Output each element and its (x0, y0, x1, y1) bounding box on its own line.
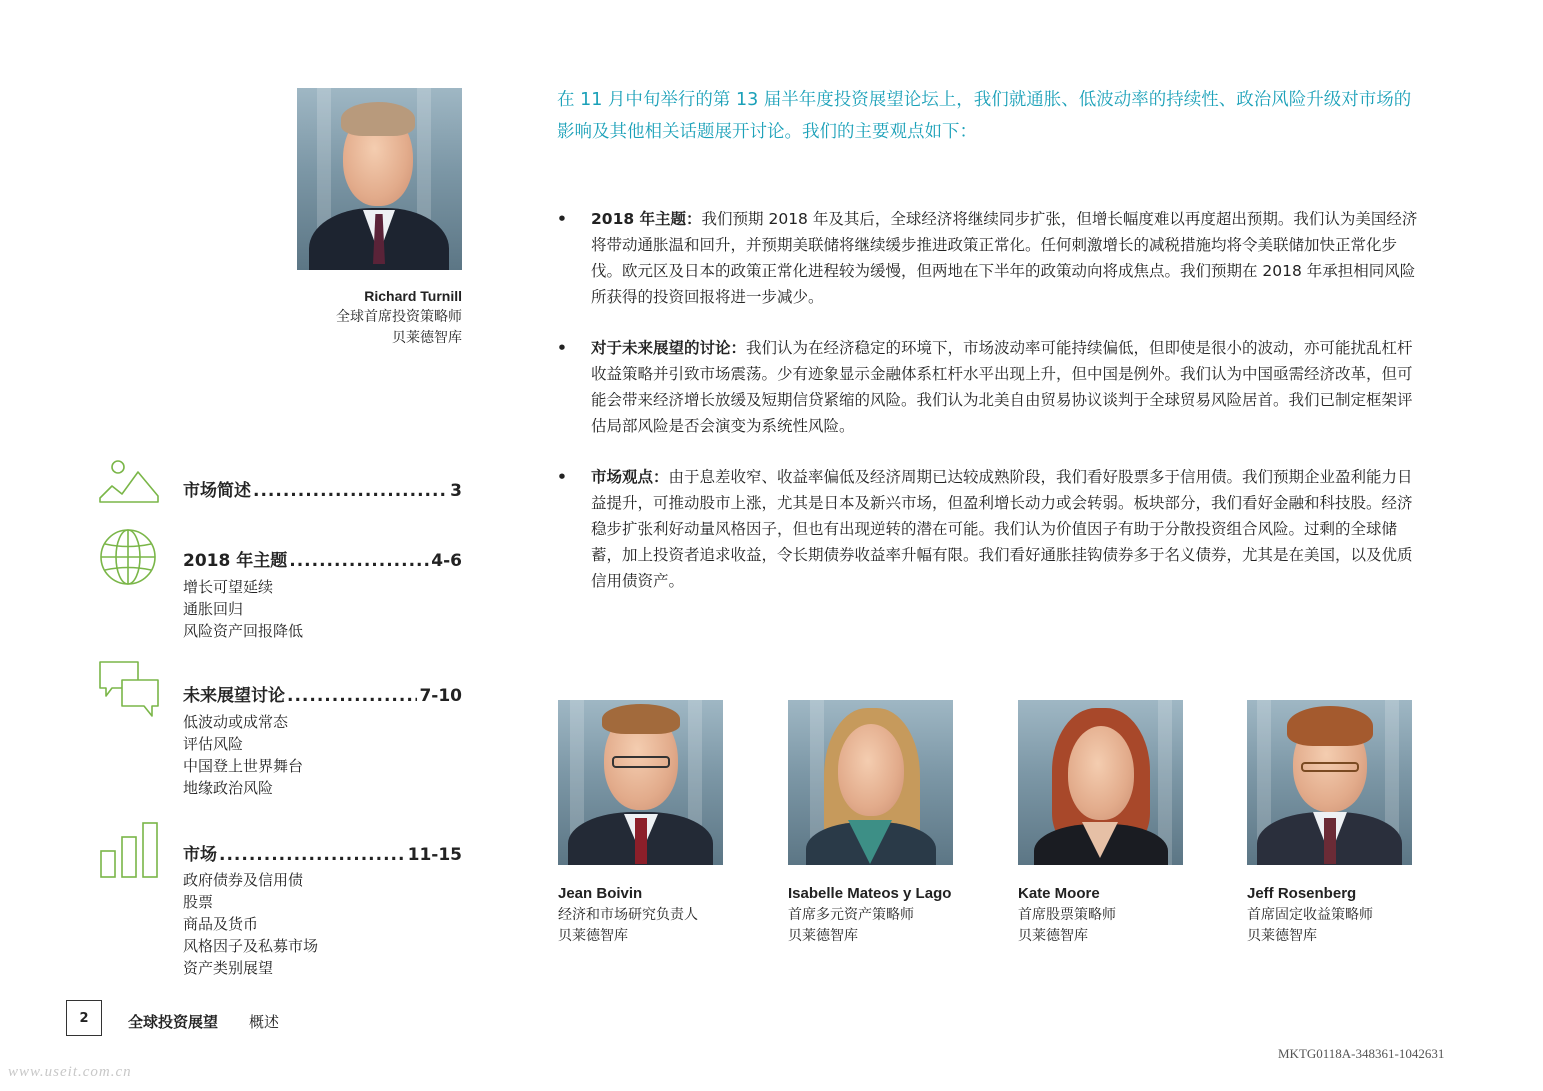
page-number: 2 (66, 1000, 102, 1036)
toc-title: 2018 年主题 (183, 551, 288, 571)
bullet-marker: • (557, 468, 567, 486)
key-points (557, 206, 1419, 619)
bullet-market-views (557, 464, 1419, 594)
toc-page: 3 (450, 481, 462, 501)
author-name: Richard Turnill (364, 288, 462, 304)
toc-page: 4-6 (431, 551, 462, 571)
toc-title: 市场 (183, 845, 217, 865)
toc-subitem[interactable]: 地缘政治风险 (183, 779, 274, 797)
toc-subitem[interactable]: 评估风险 (183, 735, 244, 753)
toc-subitem[interactable]: 资产类别展望 (183, 959, 274, 977)
toc-leader (287, 686, 417, 706)
toc-subitem[interactable]: 低波动或成常态 (183, 713, 289, 731)
bullet-text: 我们认为在经济稳定的环境下，市场波动率可能持续偏低，但即使是很小的波动，亦可能扰乱杠杆收益策略并引致市场震荡。少有迹象显示金融体系杠杆水平出现上升，但中国是例外。我们认为中国亟需经济改革，但可能会带来经济增长放缓及短期信贷紧缩的风险。我们认为北美自由贸易协议谈判于全球贸易风险居首。我们已制定框架评估局部风险是否会演变为系统性风险。 (591, 339, 1413, 435)
bullet-text: 我们预期 2018 年及其后，全球经济将继续同步扩张，但增长幅度难以再度超出预期。我们认为美国经济将带动通胀温和回升，并预期美联储将继续缓步推进政策正常化。任何刺激增长的减税措施均将令美联储加快正常化步伐。欧元区及日本的政策正常化进程较为缓慢，但两地在下半年的政策动向将成焦点。我们预期在 2018 年承担相同风险所获得的投资回报将进一步减少。 (591, 210, 1418, 306)
chat-bubbles-icon (98, 660, 160, 718)
team-caption-1 (558, 883, 698, 948)
toc-subitem[interactable]: 增长可望延续 (183, 578, 274, 596)
toc-subitem[interactable]: 风格因子及私募市场 (183, 937, 319, 955)
toc-subitem[interactable]: 股票 (183, 893, 214, 911)
member-title: 首席固定收益策略师 (1247, 906, 1373, 923)
team-photo-jean-boivin (558, 700, 723, 865)
author-title: 全球首席投资策略师 (336, 309, 462, 325)
bullet-text: 由于息差收窄、收益率偏低及经济周期已达较成熟阶段，我们看好股票多于信用债。我们预期企业盈利能力日益提升，可推动股市上涨，尤其是日本及新兴市场，但盈利增长动力或会转弱。板块部分，我们看好金融和科技股。经济稳步扩张利好动量风格因子，但也有出现逆转的潜在可能。我们认为价值因子有助于分散投资组合风险。过剩的全球储蓄，加上投资者追求收益，令长期债券收益率升幅有限。我们看好通胀挂钩债券多于名义债券，尤其是在美国，以及优质信用债资产。 (591, 468, 1413, 590)
toc-leader (219, 845, 406, 865)
member-name: Isabelle Mateos y Lago (788, 885, 952, 902)
member-org: 贝莱德智库 (788, 928, 858, 944)
bar-chart-icon (99, 821, 159, 879)
toc-item-outlook-debate[interactable] (183, 681, 462, 706)
bullet-marker: • (557, 339, 567, 357)
member-title: 经济和市场研究负责人 (558, 906, 698, 923)
author-caption (262, 286, 462, 349)
toc-item-market-overview[interactable] (183, 476, 462, 501)
landscape-icon (98, 458, 160, 504)
member-name: Jean Boivin (558, 885, 643, 902)
bullet-2018-themes (557, 206, 1419, 310)
globe-icon (98, 527, 158, 587)
team-photo-isabelle-mateos (788, 700, 953, 865)
team-photo-jeff-rosenberg (1247, 700, 1412, 865)
watermark: www.useit.com.cn (8, 1064, 132, 1080)
member-title: 首席股票策略师 (1018, 906, 1116, 923)
toc-title: 未来展望讨论 (183, 686, 285, 706)
publication-title: 全球投资展望 (128, 1013, 219, 1031)
author-photo (297, 88, 462, 270)
section-name: 概述 (249, 1013, 280, 1031)
member-org: 贝莱德智库 (1247, 928, 1317, 944)
toc-subitems-2018-themes (183, 576, 303, 642)
bullet-lead: 2018 年主题： (591, 210, 702, 228)
team-caption-4 (1247, 883, 1373, 948)
author-org: 贝莱德智库 (392, 330, 462, 346)
toc-title: 市场简述 (183, 481, 251, 501)
team-photo-kate-moore (1018, 700, 1183, 865)
member-name: Jeff Rosenberg (1247, 885, 1357, 902)
bullet-marker: • (557, 210, 567, 228)
toc-page: 11-15 (407, 845, 462, 865)
member-org: 贝莱德智库 (558, 928, 628, 944)
member-org: 贝莱德智库 (1018, 928, 1088, 944)
intro-paragraph: 在 11 月中旬举行的第 13 届半年度投资展望论坛上，我们就通胀、低波动率的持续性、政治风险升级对市场的影响及其他相关话题展开讨论。我们的主要观点如下： (557, 90, 1412, 142)
toc-item-2018-themes[interactable] (183, 546, 462, 571)
toc-item-markets[interactable] (183, 840, 462, 865)
toc-subitem[interactable]: 政府债券及信用债 (183, 871, 304, 889)
toc-subitem[interactable]: 中国登上世界舞台 (183, 757, 304, 775)
member-title: 首席多元资产策略师 (788, 906, 914, 923)
toc-subitem[interactable]: 风险资产回报降低 (183, 622, 304, 640)
toc-page: 7-10 (419, 686, 462, 706)
bullet-lead: 对于未来展望的讨论： (591, 339, 747, 357)
document-code: MKTG0118A-348361-1042631 (1278, 1046, 1445, 1061)
toc-subitems-markets (183, 869, 318, 979)
team-caption-3 (1018, 883, 1116, 948)
toc-leader (253, 481, 448, 501)
toc-leader (289, 551, 429, 571)
toc-subitem[interactable]: 通胀回归 (183, 600, 244, 618)
bullet-outlook-discussion (557, 335, 1419, 439)
team-caption-2 (788, 883, 951, 948)
toc-subitems-outlook-debate (183, 711, 303, 799)
member-name: Kate Moore (1018, 885, 1100, 902)
bullet-lead: 市场观点： (591, 468, 669, 486)
toc-subitem[interactable]: 商品及货币 (183, 915, 259, 933)
